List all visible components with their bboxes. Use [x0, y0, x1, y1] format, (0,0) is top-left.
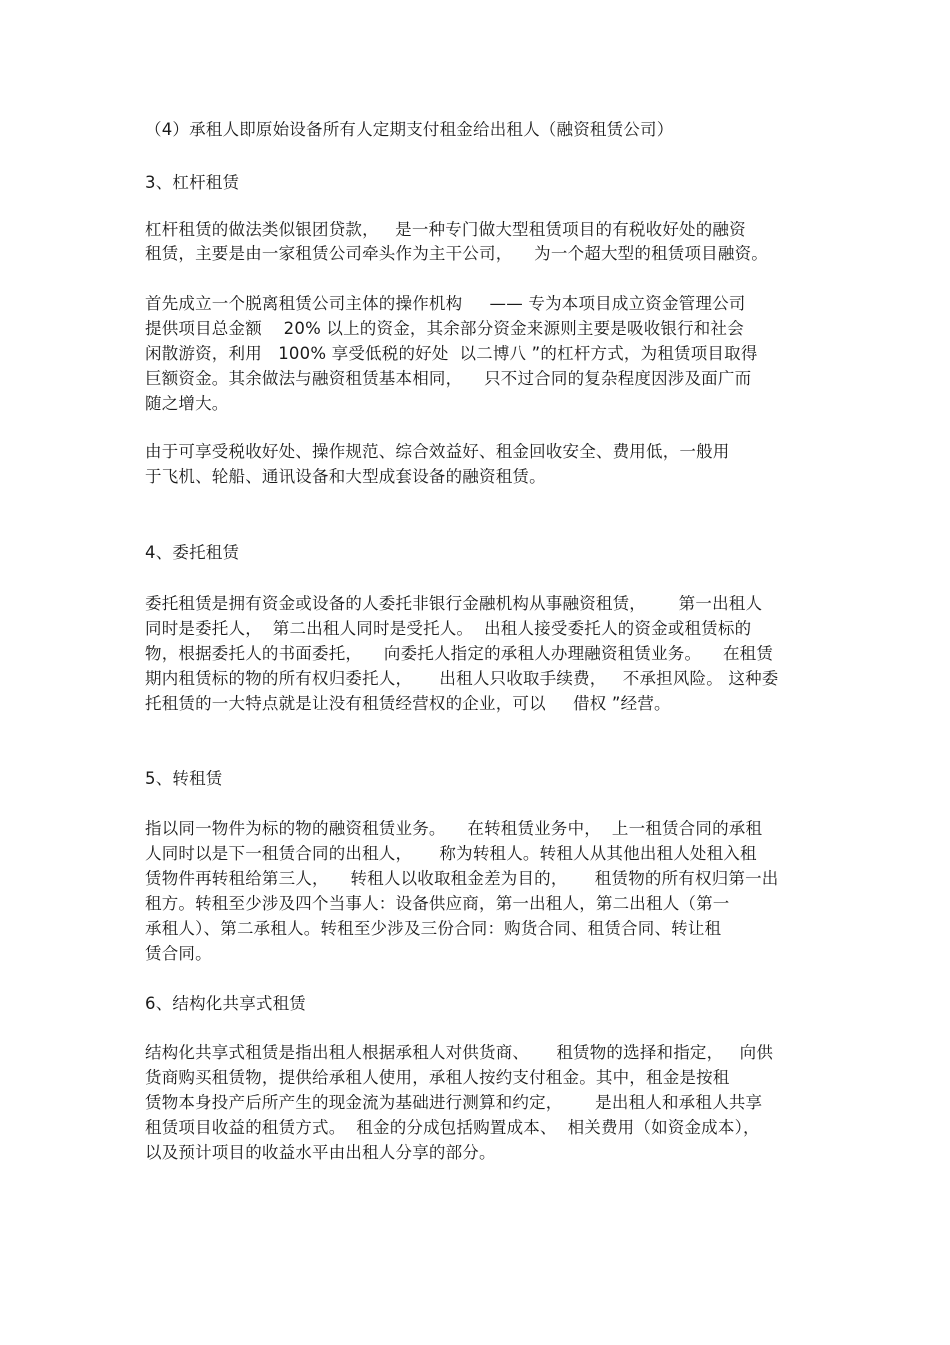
- paragraph-line: 租赁项目收益的租赁方式。 租金的分成包括购置成本、 相关费用（如资金成本），: [145, 1118, 760, 1137]
- paragraph-line: 闲散游资，利用 100% 享受低税的好处 以二博八 ”的杠杆方式，为租赁项目取得: [145, 344, 758, 363]
- paragraph-line: 随之增大。: [145, 394, 229, 413]
- list-item-step-4: （4）承租人即原始设备所有人定期支付租金给出租人（融资租赁公司）: [145, 120, 674, 139]
- paragraph-line: 提供项目总金额 20% 以上的资金，其余部分资金来源则主要是吸收银行和社会: [145, 319, 744, 338]
- paragraph-line: 租方。转租至少涉及四个当事人：设备供应商，第一出租人，第二出租人（第一: [145, 894, 730, 913]
- paragraph-line: 赁物本身投产后所产生的现金流为基础进行测算和约定， 是出租人和承租人共享: [145, 1093, 763, 1112]
- paragraph-line: 指以同一物件为标的物的融资租赁业务。 在转租赁业务中， 上一租赁合同的承租: [145, 819, 763, 838]
- paragraph-line: 货商购买租赁物，提供给承租人使用，承租人按约支付租金。其中，租金是按租: [145, 1068, 730, 1087]
- paragraph-line: 托租赁的一大特点就是让没有租赁经营权的企业，可以 借权 ”经营。: [145, 694, 671, 713]
- paragraph-line: 期内租赁标的物的所有权归委托人， 出租人只收取手续费， 不承担风险。 这种委: [145, 669, 779, 688]
- paragraph-line: 首先成立一个脱离租赁公司主体的操作机构 —— 专为本项目成立资金管理公司: [145, 294, 746, 313]
- paragraph-line: 结构化共享式租赁是指出租人根据承租人对供货商、 租赁物的选择和指定， 向供: [145, 1043, 774, 1062]
- paragraph-line: 租赁，主要是由一家租赁公司牵头作为主干公司， 为一个超大型的租赁项目融资。: [145, 244, 768, 263]
- paragraph-line: 人同时以是下一租赁合同的出租人， 称为转租人。转租人从其他出租人处租入租: [145, 844, 757, 863]
- paragraph-line: 以及预计项目的收益水平由出租人分享的部分。: [145, 1143, 496, 1162]
- paragraph-line: 同时是委托人， 第二出租人同时是受托人。 出租人接受委托人的资金或租赁标的: [145, 619, 752, 638]
- paragraph-line: 杠杆租赁的做法类似银团贷款， 是一种专门做大型租赁项目的有税收好处的融资: [145, 220, 746, 239]
- paragraph-line: 巨额资金。其余做法与融资租赁基本相同， 只不过合同的复杂程度因涉及面广而: [145, 369, 752, 388]
- paragraph-line: 委托租赁是拥有资金或设备的人委托非银行金融机构从事融资租赁， 第一出租人: [145, 594, 763, 613]
- heading-entrusted-lease: 4、委托租赁: [145, 543, 240, 562]
- paragraph-line: 赁物件再转租给第三人， 转租人以收取租金差为目的， 租赁物的所有权归第一出: [145, 869, 779, 888]
- paragraph-line: 赁合同。: [145, 944, 212, 963]
- paragraph-line: 于飞机、轮船、通讯设备和大型成套设备的融资租赁。: [145, 467, 546, 486]
- paragraph-line: 承租人）、第二承租人。转租至少涉及三份合同：购货合同、租赁合同、转让租: [145, 919, 722, 938]
- heading-structured-shared-lease: 6、结构化共享式租赁: [145, 994, 306, 1013]
- heading-leveraged-lease: 3、杠杆租赁: [145, 173, 240, 192]
- paragraph-line: 物，根据委托人的书面委托， 向委托人指定的承租人办理融资租赁业务。 在租赁: [145, 644, 774, 663]
- heading-sublease: 5、转租赁: [145, 769, 223, 788]
- paragraph-line: 由于可享受税收好处、操作规范、综合效益好、租金回收安全、费用低，一般用: [145, 442, 730, 461]
